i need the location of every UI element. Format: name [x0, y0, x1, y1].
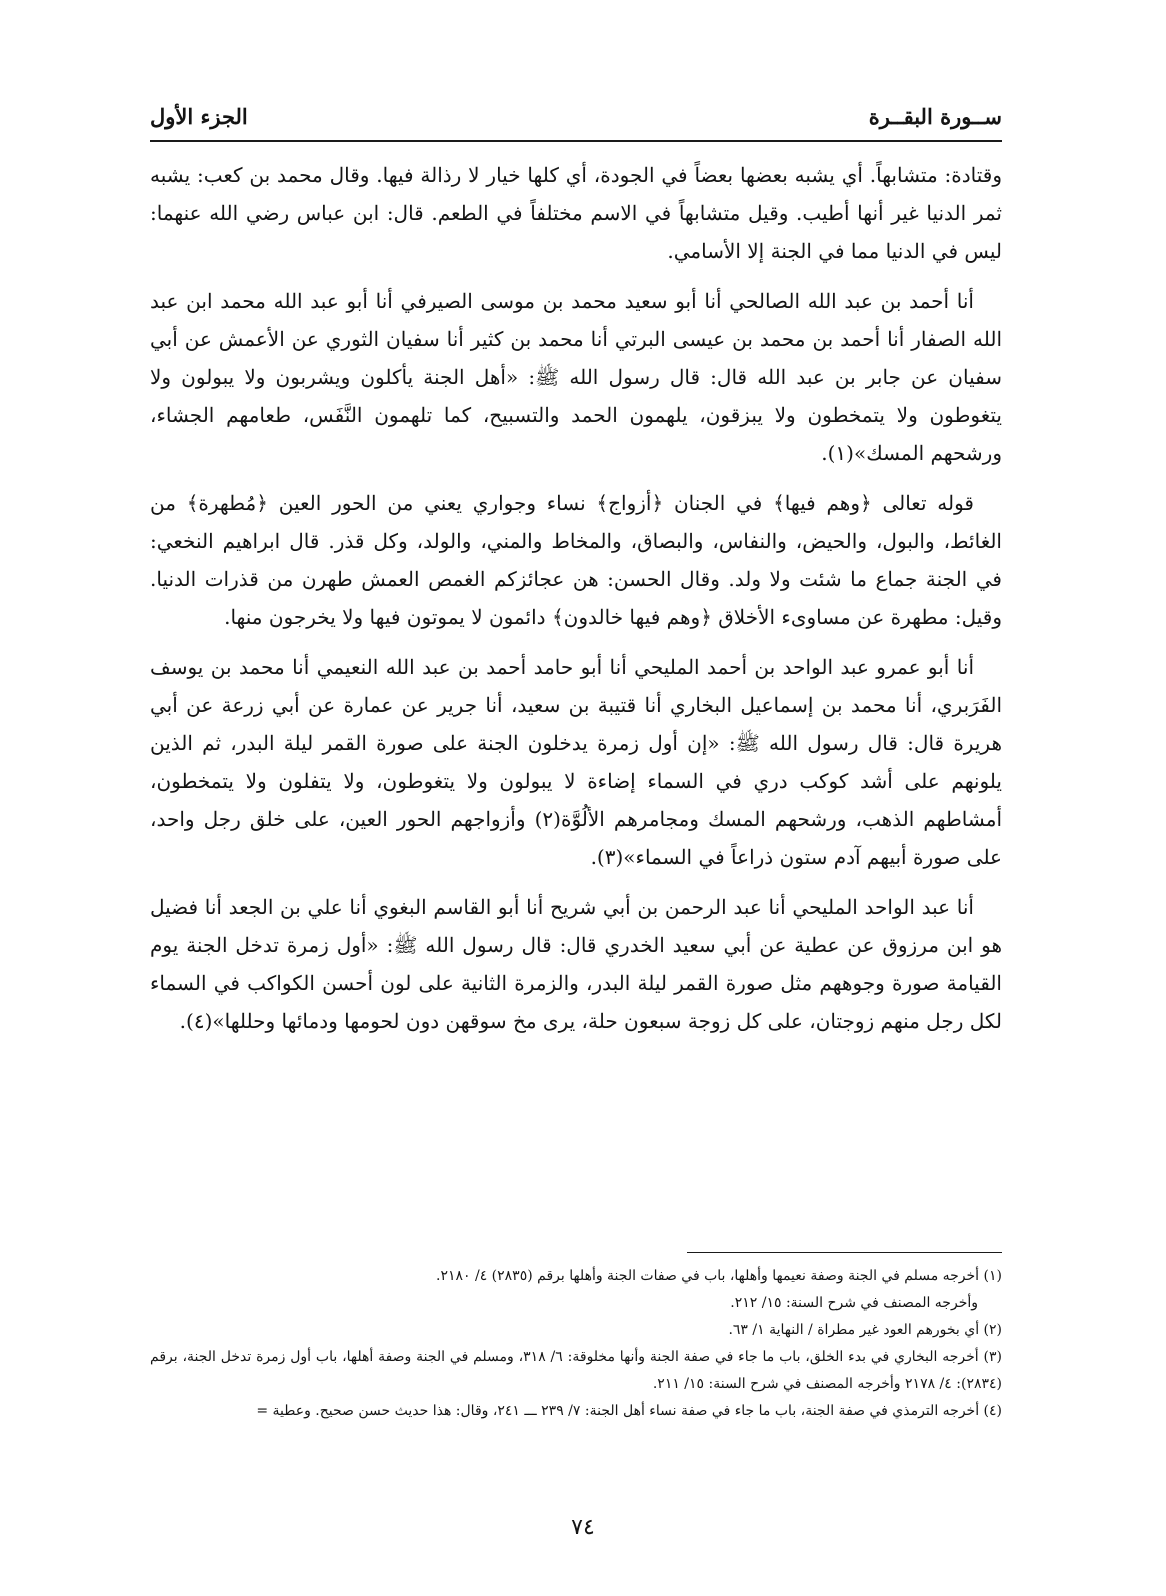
- footnote: وأخرجه المصنف في شرح السنة: ١٥/ ٢١٢.: [730, 1295, 978, 1311]
- paragraph: وقتادة: متشابهاً. أي يشبه بعضها بعضاً في الجودة، أي كلها خيار لا رذالة فيها. وقال محمد بن كعب: يشبه ثمر الدنيا غير أنها أطيب. وقيل متشابهاً في الاسم مختلفاً في الطعم. قال: ابن عباس رضي الله عنهما: ليس في الدنيا مما في الجنة إلا الأسامي.: [150, 163, 1002, 263]
- footnote: (١) أخرجه مسلم في الجنة وصفة نعيمها وأهلها، باب في صفات الجنة وأهلها برقم (٢٨٣٥) ٤/ ٢١٨٠.: [435, 1268, 1002, 1284]
- paragraph: أنا أحمد بن عبد الله الصالحي أنا أبو سعيد محمد بن موسى الصيرفي أنا أبو عبد الله محمد ابن عبد الله الصفار أنا أحمد بن محمد بن عيسى البرتي أنا محمد بن كثير أنا سفيان الثوري عن الأعمش عن أبي سفيان عن جابر بن عبد الله قال: قال رسول الله ﷺ: «أهل الجنة يأكلون ويشربون ولا يبولون ولا يتغوطون ولا يتمخطون ولا يبزقون، يلهمون الحمد والتسبيح، كما تلهمون النَّفَس، طعامهم الجشاء، ورشحهم المسك»(١).: [150, 289, 1002, 465]
- running-header: [150, 100, 1002, 140]
- paragraph: أنا أبو عمرو عبد الواحد بن أحمد المليحي أنا أبو حامد أحمد بن عبد الله النعيمي أنا محمد بن يوسف الفَرَبري، أنا محمد بن إسماعيل البخاري أنا قتيبة بن سعيد، أنا جرير عن عمارة عن أبي زرعة عن أبي هريرة قال: قال رسول الله ﷺ: «إن أول زمرة يدخلون الجنة على صورة القمر ليلة البدر، ثم الذين يلونهم على أشد كوكب دري في السماء إضاءة لا يبولون ولا يتغوطون، ولا يتفلون ولا يتمخطون، أمشاطهم الذهب، ورشحهم المسك ومجامرهم الألُوَّة(٢) وأزواجهم الحور العين، على خلق رجل واحد، على صورة أبيهم آدم ستون ذراعاً في السماء»(٣).: [150, 655, 1003, 869]
- page-number: ٧٤: [571, 1515, 595, 1540]
- footnotes: [150, 1263, 1002, 1425]
- main-text: [150, 156, 1002, 1052]
- footnote: (٣) أخرجه البخاري في بدء الخلق، باب ما جاء في صفة الجنة وأنها مخلوقة: ٦/ ٣١٨، ومسلم في الجنة وصفة أهلها، باب أول زمرة تدخل الجنة، برقم (٢٨٣٤): ٤/ ٢١٧٨ وأخرجه المصنف في شرح السنة: ١٥/ ٢١١.: [150, 1349, 1002, 1392]
- footnote: (٤) أخرجه الترمذي في صفة الجنة، باب ما جاء في صفة نساء أهل الجنة: ٧/ ٢٣٩ ـــ ٢٤١، وقال: هذا حديث حسن صحيح. وعطية =: [256, 1403, 1002, 1419]
- paragraph: قوله تعالى ﴿وهم فيها﴾ في الجنان ﴿أزواج﴾ نساء وجواري يعني من الحور العين ﴿مُطهرة﴾ من الغائط، والبول، والحيض، والنفاس، والبصاق، والمخاط والمني، والولد، وكل قذر. قال ابراهيم النخعي: في الجنة جماع ما شئت ولا ولد. وقال الحسن: هن عجائزكم الغمص العمش طهرن من قذرات الدنيا. وقيل: مطهرة عن مساوىء الأخلاق ﴿وهم فيها خالدون﴾ دائمون لا يموتون فيها ولا يخرجون منها.: [150, 491, 1002, 629]
- surah-title: ســورة البقــرة: [868, 104, 1002, 129]
- footnote: (٢) أي بخورهم العود غير مطراة / النهاية ١/ ٦٣.: [728, 1322, 1002, 1338]
- paragraph: أنا عبد الواحد المليحي أنا عبد الرحمن بن أبي شريح أنا أبو القاسم البغوي أنا علي بن الجعد أنا فضيل هو ابن مرزوق عن عطية عن أبي سعيد الخدري قال: قال رسول الله ﷺ: «أول زمرة تدخل الجنة يوم القيامة صورة وجوههم مثل صورة القمر ليلة البدر، والزمرة الثانية على لون أحسن الكواكب في السماء لكل رجل منهم زوجتان، على كل زوجة سبعون حلة، يرى مخ سوقهن دون لحومها ودمائها وحللها»(٤).: [150, 895, 1002, 1033]
- header-rule: [150, 140, 1002, 142]
- part-title: الجزء الأول: [150, 104, 248, 129]
- footnote-separator: [687, 1252, 1002, 1253]
